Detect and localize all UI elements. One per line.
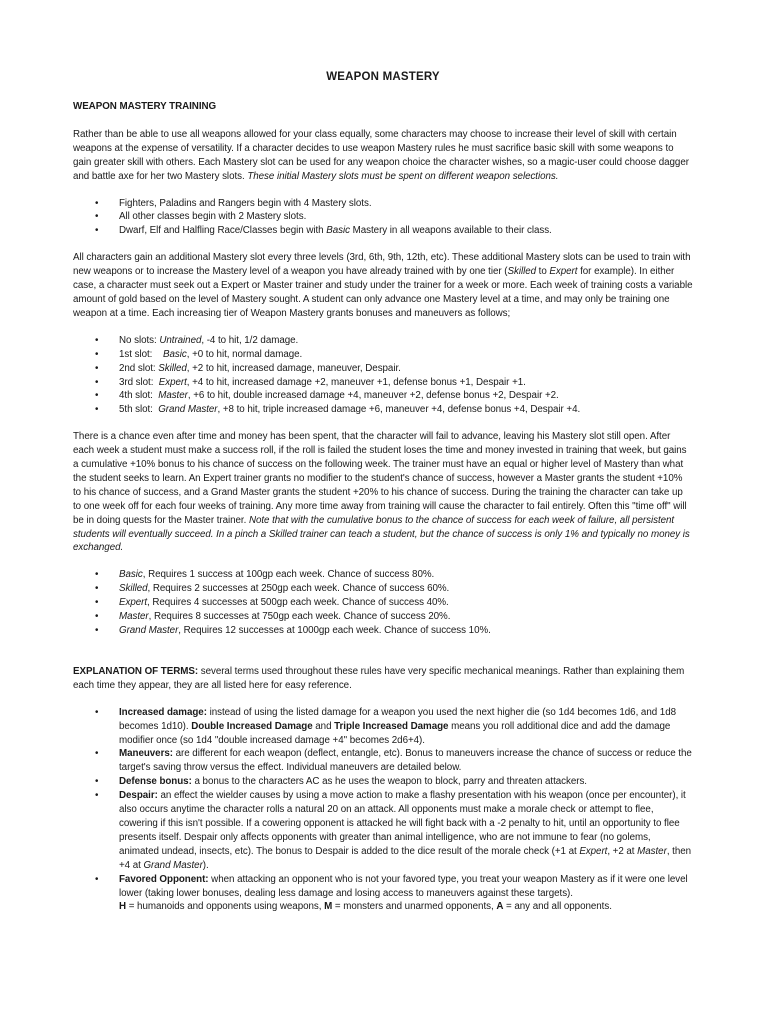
list-item: • Master, Requires 8 successes at 750gp each week. Chance of success 20%. — [95, 611, 451, 623]
terms-heading: EXPLANATION OF TERMS: — [73, 665, 199, 677]
bullet-icon: • — [95, 776, 99, 788]
term-increased-damage: • Increased damage: instead of using the listed damage for a weapon you used the next higher die (so 1d4 becomes 1d6, and 1d8 becomes 1d10). Double Increased Damage and Triple Increased Damage means you roll additional dice and add the damage modifier once (so 1d4 "double increased damage +4" becomes 2d6+4). — [95, 706, 676, 746]
terms-intro-paragraph: EXPLANATION OF TERMS: several terms used throughout these rules have very specific mechanical meanings. Rather than explaining them each time they appear, they are all listed here for easy reference. — [73, 665, 685, 691]
intro-italic-note: These initial Mastery slots must be spent on different weapon selections. — [247, 170, 559, 182]
section-heading-training: WEAPON MASTERY TRAINING — [73, 101, 217, 112]
term-favored-opponent: • Favored Opponent: when attacking an opponent who is not your favored type, you treat your weapon Mastery as if it were one level lower (taking lower bonuses, dealing less damage and losing access to maneuvers against these targets). H = humanoids and opponents using weapons, M = monsters and unarmed opponents, A = any and all opponents. — [95, 873, 688, 913]
bullet-icon: • — [95, 197, 99, 209]
list-item: • All other classes begin with 2 Mastery slots. — [95, 211, 307, 223]
list-item: • No slots: Untrained, -4 to hit, 1/2 damage. — [95, 334, 299, 346]
list-item: • 2nd slot: Skilled, +2 to hit, increased damage, maneuver, Despair. — [95, 362, 401, 374]
bullet-icon: • — [95, 706, 99, 718]
list-item: • Expert, Requires 4 successes at 500gp each week. Chance of success 40%. — [95, 597, 449, 609]
bullet-icon: • — [95, 748, 99, 760]
list-item: • 5th slot: Grand Master, +8 to hit, triple increased damage +6, maneuver +4, defense bonus +4, Despair +4. — [95, 404, 581, 416]
bullet-icon: • — [95, 376, 99, 388]
starting-slots-list — [73, 197, 693, 239]
page-title: WEAPON MASTERY — [326, 71, 440, 83]
term-despair: • Despair: an effect the wielder causes by using a move action to make a flashy presentation with his weapon (once per encounter), it also occurs anytime the character rolls a natural 20 on an attack. All opponents must make a morale check or attempt to flee, cowering if this isn't possible. If a cowering opponent is attacked he will fight back with a -2 penalty to hit, until an opportunity to flee presents itself. Despair only affects opponents with greater than animal intelligence, who are not immune to fear (no golems, animated undead, insects, etc). The bonus to Despair is added to the dice result of the morale check (+1 at Expert, +2 at Master, then +4 at Grand Master). — [95, 790, 692, 871]
list-item: • Basic, Requires 1 success at 100gp each week. Chance of success 80%. — [95, 569, 435, 581]
advancement-paragraph: All characters gain an additional Mastery slot every three levels (3rd, 6th, 9th, 12th, etc). These additional Mastery slots can be used to train with new weapons or to increase the Mastery level of a weapon you have already trained with by one tier (Skilled to Expert for example). In either case, a character must seek out a Expert or Master trainer and study under the trainer for a week or more. Each week of training costs a variable amount of gold based on the level of Mastery sought. A student can only advance one Mastery level at a time, and may only be training one weapon at a time. Each increasing tier of Weapon Mastery grants bonuses and maneuvers as follows; — [73, 252, 693, 319]
bullet-icon: • — [95, 211, 99, 223]
list-item: • 1st slot: Basic, +0 to hit, normal damage. — [95, 348, 303, 360]
term-defense-bonus: • Defense bonus: a bonus to the characters AC as he uses the weapon to block, parry and threaten attackers. — [95, 776, 587, 788]
bullet-icon: • — [95, 597, 99, 609]
bullet-icon: • — [95, 225, 99, 237]
training-requirements-list — [73, 568, 693, 638]
terms-list — [73, 706, 693, 915]
bullet-icon: • — [95, 790, 99, 802]
list-item: • Skilled, Requires 2 successes at 250gp each week. Chance of success 60%. — [95, 583, 450, 595]
bullet-icon: • — [95, 362, 99, 374]
failure-paragraph: There is a chance even after time and money has been spent, that the character will fail to advance, leaving his Mastery slot still open. After each week a student must make a success roll, if the roll is failed the student loses the time and money invested in training that week, but gains a cumulative +10% bonus to his chance of success on the following week. The trainer must have an equal or higher level of Mastery than what the student seeks to learn. An Expert trainer grants no modifier to the student's chance of success, however a Master grants the student +10% to his chance of success, and a Grand Master grants the student +20% to his chance of success. During the training the character can take up to one week off for each four weeks of training. Any more time away from training will cause the character to fail entirely. Often this "time off" will be in doing quests for the Master trainer. Note that with the cumulative bonus to the chance of success for each week of failure, all persistent students will eventually succeed. In a pinch a Skilled trainer can teach a student, but the chance of success is only 1% and typically no money is exchanged. — [73, 431, 690, 554]
term-maneuvers: • Maneuvers: are different for each weapon (deflect, entangle, etc). Bonus to maneuvers increase the chance of success or reduce the target's saving throw versus the effect. Individual maneuvers are detailed below. — [95, 748, 692, 774]
bullet-icon: • — [95, 348, 99, 360]
mastery-tiers-list — [73, 334, 693, 417]
list-item: • Dwarf, Elf and Halfling Race/Classes begin with Basic Mastery in all weapons available to their class. — [95, 225, 552, 237]
bullet-icon: • — [95, 583, 99, 595]
list-item: • 3rd slot: Expert, +4 to hit, increased damage +2, maneuver +1, defense bonus +1, Despair +1. — [95, 376, 526, 388]
failure-italic-note: Note that with the cumulative bonus to the chance of success for each week of failure, all persistent students will eventually succeed. In a pinch a Skilled trainer can teach a student, but the chance of success is only 1% and typically no money is exchanged. — [73, 514, 690, 554]
list-item: • Grand Master, Requires 12 successes at 1000gp each week. Chance of success 10%. — [95, 625, 491, 636]
bullet-icon: • — [95, 390, 99, 402]
intro-text: Rather than be able to use all weapons allowed for your class equally, some characters may choose to increase their level of skill with certain weapons at the expense of versatility. If a character decides to use weapon Mastery rules he must sacrifice basic skill with some weapons to gain greater skill with others. Each Mastery slot can be used for any weapon choice the character wishes, so a magic-user could choose dagger and battle axe for her two Mastery slots. — [73, 128, 689, 182]
bullet-icon: • — [95, 404, 99, 416]
bullet-icon: • — [95, 334, 99, 346]
bullet-icon: • — [95, 625, 99, 636]
list-item: • 4th slot: Master, +6 to hit, double increased damage +4, maneuver +2, defense bonus +2, Despair +2. — [95, 390, 559, 402]
bullet-icon: • — [95, 611, 99, 623]
bullet-icon: • — [95, 873, 99, 885]
list-item: • Fighters, Paladins and Rangers begin with 4 Mastery slots. — [95, 197, 372, 209]
intro-paragraph — [73, 128, 693, 184]
bullet-icon: • — [95, 569, 99, 581]
document-page — [73, 70, 693, 927]
